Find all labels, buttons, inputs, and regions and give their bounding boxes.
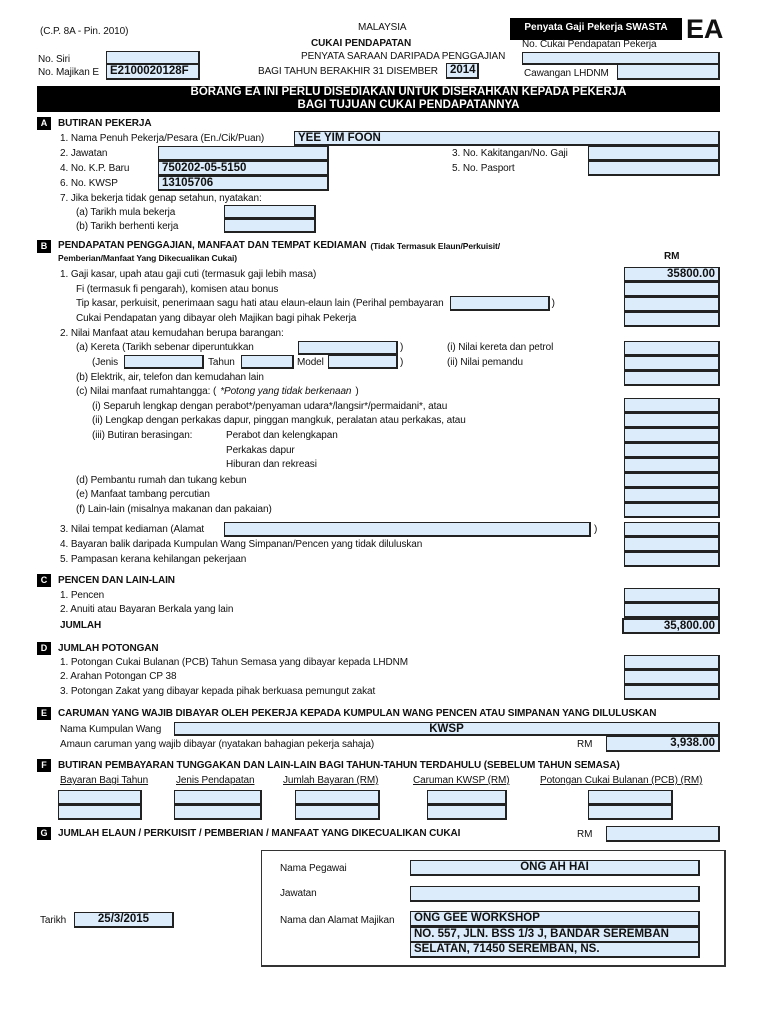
section-d-marker: D — [37, 642, 51, 655]
year-field[interactable]: 2014 — [446, 63, 479, 79]
jawatan-field[interactable] — [158, 146, 329, 161]
branch-field[interactable] — [617, 64, 720, 80]
arrears-cell[interactable] — [295, 805, 380, 820]
arrears-cell[interactable] — [58, 805, 142, 820]
arrears-cell[interactable] — [588, 805, 673, 820]
annuity-label: 2. Anuiti atau Bayaran Berkala yang lain — [60, 604, 234, 615]
car-year-field[interactable] — [241, 355, 294, 369]
banner — [37, 86, 720, 112]
section-c-title: PENCEN DAN LAIN-LAIN — [58, 575, 175, 586]
arrears-column-header: Jumlah Bayaran (RM) — [283, 775, 379, 786]
pembantu-label: (d) Pembantu rumah dan tukang kebun — [76, 475, 247, 486]
gaji-label: 1. Gaji kasar, upah atau gaji cuti (termasuk gaji lebih masa) — [60, 269, 317, 280]
section-f-marker: F — [37, 759, 51, 772]
pampasan-label: 5. Pampasan kerana kehilangan pekerjaan — [60, 554, 247, 565]
separate-details-label: (iii) Butiran berasingan: — [92, 430, 193, 441]
elektrik-label: (b) Elektrik, air, telefon dan kemudahan lain — [76, 372, 264, 383]
section-a-marker: A — [37, 117, 51, 130]
household-row — [76, 386, 359, 398]
arrears-cell[interactable] — [174, 790, 262, 805]
fi-label: Fi (termasuk fi pengarah), komisen atau bonus — [76, 284, 279, 295]
start-date-label: (a) Tarikh mula bekerja — [76, 207, 176, 218]
section-d-title: JUMLAH POTONGAN — [58, 643, 159, 654]
car-date-field[interactable] — [298, 341, 398, 355]
arrears-cell[interactable] — [427, 790, 507, 805]
section-b-marker: B — [37, 240, 51, 253]
position-label: Jawatan — [280, 888, 317, 899]
separuh-field[interactable] — [624, 398, 720, 413]
tambang-field[interactable] — [624, 488, 720, 503]
rm-label: RM — [577, 829, 593, 840]
no-majikan-field[interactable]: E2100020128F — [106, 64, 200, 80]
form-code: (C.P. 8A - Pin. 2010) — [40, 26, 129, 37]
section-c-marker: C — [37, 574, 51, 587]
arrears-column-header: Bayaran Bagi Tahun — [60, 775, 149, 786]
kwsp-no-field[interactable]: 13105706 — [158, 176, 329, 191]
paren: ) — [355, 386, 359, 397]
household-label: (c) Nilai manfaat rumahtangga: ( — [76, 386, 217, 397]
pembantu-field[interactable] — [624, 473, 720, 488]
section-f-title: BUTIRAN PEMBAYARAN TUNGGAKAN DAN LAIN-LAIN BAGI TAHUN-TAHUN TERDAHULU (SEBELUM TAHUN SEMASA) — [58, 760, 620, 771]
car-year-label: Tahun — [208, 357, 235, 368]
lengkap-field[interactable] — [624, 413, 720, 428]
tax-no-label: No. Cukai Pendapatan Pekerja — [522, 39, 657, 50]
lengkap-label: (ii) Lengkap dengan perkakas dapur, pinggan mangkuk, peralatan atau perkakas, atau — [92, 415, 466, 426]
officer-name-field[interactable]: ONG AH HAI — [410, 860, 700, 876]
jawatan-label: 2. Jawatan — [60, 148, 108, 159]
car-model-label: Model — [297, 357, 324, 368]
kediaman-label: 3. Nilai tempat kediaman (Alamat — [60, 524, 205, 535]
car-type-field[interactable] — [124, 355, 204, 369]
dapur-field[interactable] — [624, 443, 720, 458]
employer-address-line[interactable]: NO. 557, JLN. BSS 1/3 J, BANDAR SEREMBAN — [410, 927, 700, 943]
arrears-cell[interactable] — [427, 805, 507, 820]
pemandu-field[interactable] — [624, 356, 720, 371]
end-date-field[interactable] — [224, 219, 316, 233]
total-field[interactable]: 35,800.00 — [622, 618, 720, 634]
household-note: *Potong yang tidak berkenaan — [220, 386, 352, 397]
kereta-petrol-label: (i) Nilai kereta dan petrol — [447, 342, 554, 353]
pemandu-label: (ii) Nilai pemandu — [447, 357, 524, 368]
section-e-title: CARUMAN YANG WAJIB DIBAYAR OLEH PEKERJA KEPADA KUMPULAN WANG PENCEN ATAU SIMPANAN YANG DILULUSKAN — [58, 708, 657, 719]
form-type-badge: Penyata Gaji Pekerja SWASTA — [510, 18, 682, 40]
name-label: 1. Nama Penuh Pekerja/Pesara (En./Cik/Puan) — [60, 133, 265, 144]
staff-no-label: 3. No. Kakitangan/No. Gaji — [452, 148, 568, 159]
zakat-field[interactable] — [624, 685, 720, 700]
section-b-note-2: Pemberian/Manfaat Yang Dikecualikan Cukai) — [58, 253, 237, 263]
kereta-petrol-field[interactable] — [624, 341, 720, 356]
no-siri-field[interactable] — [106, 51, 200, 65]
car-label: (a) Kereta (Tarikh sebenar diperuntukkan — [76, 342, 254, 353]
branch-label: Cawangan LHDNM — [524, 68, 609, 79]
fi-field[interactable] — [624, 282, 720, 297]
bayaran-balik-label: 4. Bayaran balik daripada Kumpulan Wang Simpanan/Pencen yang tidak diluluskan — [60, 539, 423, 550]
cp38-label: 2. Arahan Potongan CP 38 — [60, 671, 177, 682]
form-subtitle: PENYATA SARAAN DARIPADA PENGGAJIAN — [301, 51, 506, 62]
kediaman-field[interactable] — [624, 522, 720, 537]
kwsp-no-label: 6. No. KWSP — [60, 178, 118, 189]
position-field[interactable] — [410, 886, 700, 902]
banner-line-2: BAGI TUJUAN CUKAI PENDAPATANNYA — [297, 98, 520, 111]
arrears-cell[interactable] — [588, 790, 673, 805]
lain-label: (f) Lain-lain (misalnya makanan dan pakaian) — [76, 504, 272, 515]
end-date-label: (b) Tarikh berhenti kerja — [76, 221, 179, 232]
employer-address-line[interactable]: SELATAN, 71450 SEREMBAN, NS. — [410, 942, 700, 958]
section-b-title-line — [58, 240, 500, 252]
tip-label: Tip kasar, perkuisit, penerimaan sagu hati atau elaun-elaun lain (Perihal pembayaran — [76, 297, 444, 309]
paren: ) — [400, 357, 404, 368]
rm-header: RM — [664, 251, 680, 262]
arrears-column-header: Caruman KWSP (RM) — [413, 775, 510, 786]
pcb-field[interactable] — [624, 655, 720, 670]
form-title: CUKAI PENDAPATAN — [311, 38, 412, 49]
contribution-field[interactable]: 3,938.00 — [606, 736, 720, 752]
cp38-field[interactable] — [624, 670, 720, 685]
paren: ) — [400, 342, 404, 353]
arrears-cell[interactable] — [174, 805, 262, 820]
start-date-field[interactable] — [224, 205, 316, 219]
car-type-label: (Jenis — [92, 357, 119, 368]
banner-line-1: BORANG EA INI PERLU DISEDIAKAN UNTUK DISERAHKAN KEPADA PEKERJA — [190, 86, 627, 98]
annuity-field[interactable] — [624, 603, 720, 618]
partial-year-label: 7. Jika bekerja tidak genap setahun, nyatakan: — [60, 193, 262, 204]
section-b-title: PENDAPATAN PENGGAJIAN, MANFAAT DAN TEMPAT KEDIAMAN — [58, 240, 367, 251]
cukai-field[interactable] — [624, 312, 720, 327]
separuh-label: (i) Separuh lengkap dengan perabot*/penyaman udara*/langsir*/permaidani*, atau — [92, 401, 448, 412]
fund-name-label: Nama Kumpulan Wang — [60, 724, 162, 735]
employer-address-line[interactable]: ONG GEE WORKSHOP — [410, 911, 700, 927]
section-g-title: JUMLAH ELAUN / PERKUISIT / PEMBERIAN / MANFAAT YANG DIKECUALIKAN CUKAI — [58, 828, 461, 839]
employer-label: Nama dan Alamat Majikan — [280, 915, 395, 926]
officer-name-label: Nama Pegawai — [280, 863, 347, 874]
cukai-label: Cukai Pendapatan yang dibayar oleh Majikan bagi pihak Pekerja — [76, 313, 357, 324]
fund-name-field[interactable]: KWSP — [174, 722, 720, 736]
paren: ) — [594, 524, 598, 535]
staff-no-field[interactable] — [588, 146, 720, 161]
hiburan-field[interactable] — [624, 458, 720, 473]
hiburan-label: Hiburan dan rekreasi — [226, 459, 317, 470]
contribution-label: Amaun caruman yang wajib dibayar (nyatakan bahagian pekerja sahaja) — [60, 739, 375, 750]
date-label: Tarikh — [40, 915, 67, 926]
passport-label: 5. No. Pasport — [452, 163, 515, 174]
section-g-marker: G — [37, 827, 51, 840]
paren: ) — [551, 297, 555, 309]
ic-label: 4. No. K.P. Baru — [60, 163, 130, 174]
zakat-label: 3. Potongan Zakat yang dibayar kepada pihak berkuasa pemungut zakat — [60, 686, 376, 697]
form-name: EA — [686, 14, 724, 44]
pension-label: 1. Pencen — [60, 590, 105, 601]
total-label: JUMLAH — [60, 620, 102, 631]
section-b-note-1: (Tidak Termasuk Elaun/Perkuisit/ — [370, 241, 501, 251]
bayaran-balik-field[interactable] — [624, 537, 720, 552]
no-majikan-label: No. Majikan E — [38, 67, 99, 78]
tip-description-field[interactable] — [450, 296, 550, 311]
residence-address-field[interactable] — [224, 522, 591, 537]
no-siri-label: No. Siri — [38, 54, 70, 65]
country-label: MALAYSIA — [358, 22, 407, 33]
perabot-field[interactable] — [624, 428, 720, 443]
arrears-cell[interactable] — [58, 790, 142, 805]
exempt-amount-field[interactable] — [606, 826, 720, 842]
car-model-field[interactable] — [328, 355, 398, 369]
year-label: BAGI TAHUN BERAKHIR 31 DISEMBER — [258, 66, 438, 77]
arrears-cell[interactable] — [295, 790, 380, 805]
rm-label: RM — [577, 739, 593, 750]
section-e-marker: E — [37, 707, 51, 720]
pcb-label: 1. Potongan Cukai Bulanan (PCB) Tahun Semasa yang dibayar kepada LHDNM — [60, 657, 409, 668]
date-field[interactable]: 25/3/2015 — [74, 912, 174, 928]
lain-field[interactable] — [624, 503, 720, 518]
section-a-title: BUTIRAN PEKERJA — [58, 118, 152, 129]
perabot-label: Perabot dan kelengkapan — [226, 430, 338, 441]
name-field[interactable]: YEE YIM FOON — [294, 131, 720, 146]
pension-field[interactable] — [624, 588, 720, 603]
dapur-label: Perkakas dapur — [226, 445, 295, 456]
elektrik-field[interactable] — [624, 371, 720, 386]
arrears-column-header: Jenis Pendapatan — [176, 775, 255, 786]
tambang-label: (e) Manfaat tambang percutian — [76, 489, 210, 500]
pampasan-field[interactable] — [624, 552, 720, 567]
ic-field[interactable]: 750202-05-5150 — [158, 161, 329, 176]
gaji-field[interactable]: 35800.00 — [624, 267, 720, 282]
tip-row — [76, 296, 555, 311]
tip-field[interactable] — [624, 297, 720, 312]
benefits-label: 2. Nilai Manfaat atau kemudahan berupa barangan: — [60, 328, 284, 339]
arrears-column-header: Potongan Cukai Bulanan (PCB) (RM) — [540, 775, 703, 786]
passport-field[interactable] — [588, 161, 720, 176]
